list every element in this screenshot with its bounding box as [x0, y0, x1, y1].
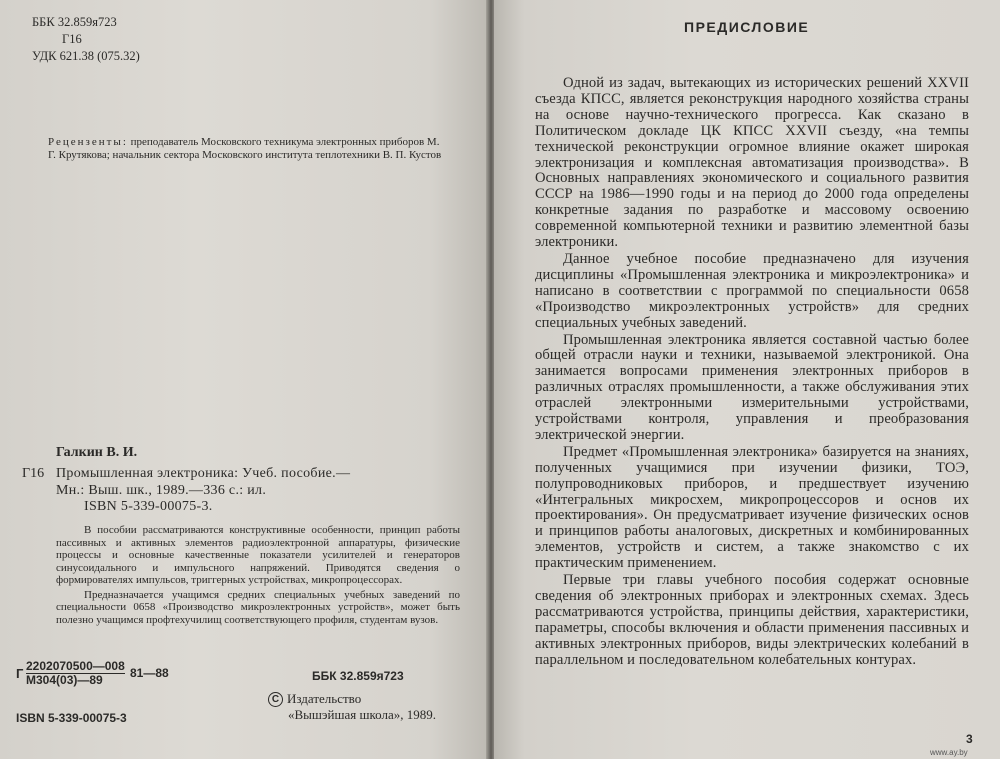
reviewers-text: преподаватель Московского техникума электронных приборов М. Г. Крутякова; начальник сектора Московского института теплотехники В. П. Кустов — [48, 136, 442, 161]
annotation-paragraph-1: В пособии рассматриваются конструктивные особенности, принцип работы пассивных и активных элементов радиоэлектронной аппаратуры, физические процессы и основные качественные показатели усилителей и генераторов синусоидального и импульсного напряжений. Приводятся сведения о формирователях импульсов, триггерных устройствах, микропроцессорах. — [56, 524, 460, 586]
preface-paragraph-2: Данное учебное пособие предназначено для изучения дисциплины «Промышленная электроника и микроэлектроника» и написано в соответствии с программой по специальности 0658 «Производство микроэлектронных устройств» для средних специальных учебных заведений. — [535, 250, 969, 331]
bibliographic-record — [56, 466, 460, 516]
copyright-publisher-year: «Вышэйшая школа», 1989. — [288, 707, 436, 722]
annotation-paragraph-2: Предназначается учащимся средних специальных учебных заведений по специальности 0658 «Производство микроэлектронных устройств», может быть полезно учащимся профтехучилищ соответствующего профиля, студентам вузов. — [56, 588, 460, 626]
preface-title: ПРЕДИСЛОВИЕ — [684, 19, 810, 35]
catalog-code-tail: 81—88 — [130, 666, 169, 680]
copyright-icon: C — [268, 692, 283, 707]
classification-block — [32, 14, 140, 65]
catalog-code-fraction — [26, 660, 125, 687]
watermark: www.ay.by — [930, 748, 968, 757]
biblio-publisher-line: Мн.: Выш. шк., 1989.—336 с.: ил. — [56, 482, 267, 498]
catalog-code-letter: Г — [16, 666, 24, 681]
catalog-index: Г16 — [22, 466, 45, 481]
isbn-bottom: ISBN 5-339-00075-3 — [16, 711, 127, 725]
preface-paragraph-5: Первые три главы учебного пособия содержат основные сведения об электронных приборах и электронных схемах. Здесь рассматриваются устройства, принципы действия, характеристики, параметры, способы включения и области применения пассивных и активных электронных приборов, виды электрических колебаний в параллельном и последовательном колебательных контурах. — [535, 572, 969, 668]
preface-paragraph-1: Одной из задач, вытекающих из исторических решений XXVII съезда КПСС, является реконструкция народного хозяйства страны на основе научно-технического прогресса. Как сказано в Политическом докладе ЦК КПСС XXVII съезду, «на темпы технической реконструкции огромное влияние окажет широкая электронизация и комплексная автоматизация производства». В Основных направлениях экономического и социального развития СССР на 1986—1990 годы и на период до 2000 года определены конкретные задания по разработке и массовому освоению современной компьютерной техники и развитию элементной базы электроники. — [535, 75, 969, 251]
preface-paragraph-4: Предмет «Промышленная электроника» базируется на знаниях, полученных учащимися при изучении физики, ТОЭ, полупроводниковых приборов, и предшествует изучению «Интегральных микросхем, микропроцессоров и основ их проектирования». Он предусматривает изучение физических основ и принципов работы аналоговых, дискретных и комбинированных элементов, устройств и систем, а также знакомство с их практическим применением. — [535, 443, 969, 572]
right-page — [494, 0, 1000, 759]
preface-paragraph-3: Промышленная электроника является составной частью более общей отрасли науки и техники, называемой электроникой. Она занимается вопросами применения электронных приборов в различных отраслях промышленности, а также обслуживания этих отраслей электронными измерительными устройствами, устройствами контроля, управления и преобразования электрической энергии. — [535, 331, 969, 443]
biblio-isbn-line: ISBN 5-339-00075-3. — [84, 499, 213, 514]
index-code: Г16 — [62, 32, 82, 46]
preface-body — [535, 76, 969, 670]
biblio-title-line: Промышленная электроника: Учеб. пособие.— — [56, 466, 351, 481]
annotation — [56, 524, 460, 626]
author-name: Галкин В. И. — [56, 445, 138, 460]
copyright-publisher: Издательство — [287, 691, 362, 706]
reviewers-block — [48, 136, 448, 161]
udk-code: УДК 621.38 (075.32) — [32, 49, 140, 63]
reviewers-label: Рецензенты: — [48, 136, 128, 148]
catalog-code-denominator: М304(03)—89 — [26, 673, 103, 687]
bbk-code: ББК 32.859я723 — [32, 15, 117, 29]
left-page — [0, 0, 488, 759]
page-number: 3 — [966, 732, 973, 746]
catalog-code-numerator: 2202070500—008 — [26, 659, 125, 673]
bbk-bottom: ББК 32.859я723 — [312, 669, 404, 683]
copyright-block — [268, 691, 436, 723]
